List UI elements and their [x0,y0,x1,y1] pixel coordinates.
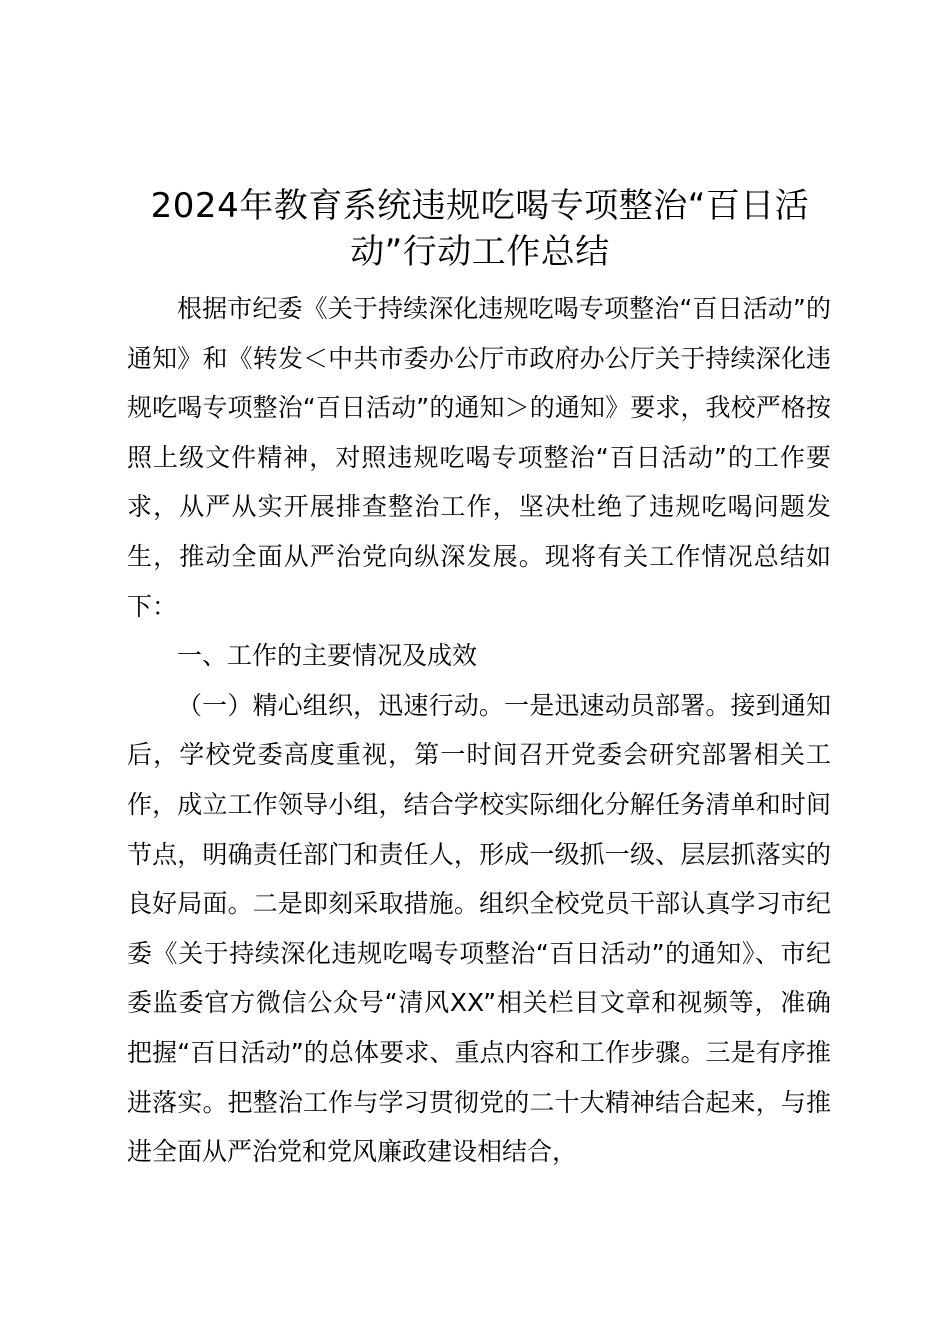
document-body [127,284,831,1177]
section-paragraph: （一）精心组织，迅速行动。一是迅速动员部署。接到通知后，学校党委高度重视，第一时间召开党委会研究部署相关工作，成立工作领导小组，结合学校实际细化分解任务清单和时间节点，明确责任部门和责任人，形成一级抓一级、层层抓落实的良好局面。二是即刻采取措施。组织全校党员干部认真学习市纪委《关于持续深化违规吃喝专项整治“百日活动”的通知》、市纪委监委官方微信公众号“清风XX”相关栏目文章和视频等，准确把握“百日活动”的总体要求、重点内容和工作步骤。三是有序推进落实。把整治工作与学习贯彻党的二十大精神结合起来，与推进全面从严治党和党风廉政建设相结合， [127,690,831,1167]
intro-paragraph: 根据市纪委《关于持续深化违规吃喝专项整治“百日活动”的通知》和《转发＜中共市委办公厅市政府办公厅关于持续深化违规吃喝专项整治“百日活动”的通知＞的通知》要求，我校严格按照上级文件精神，对照违规吃喝专项整治“百日活动”的工作要求，从严从实开展排查整治工作，坚决杜绝了违规吃喝问题发生，推动全面从严治党向纵深发展。现将有关工作情况总结如下： [127,294,831,621]
section-heading: 一、工作的主要情况及成效 [177,641,478,671]
document-title: 2024年教育系统违规吃喝专项整治“百日活动”行动工作总结 [150,186,810,272]
